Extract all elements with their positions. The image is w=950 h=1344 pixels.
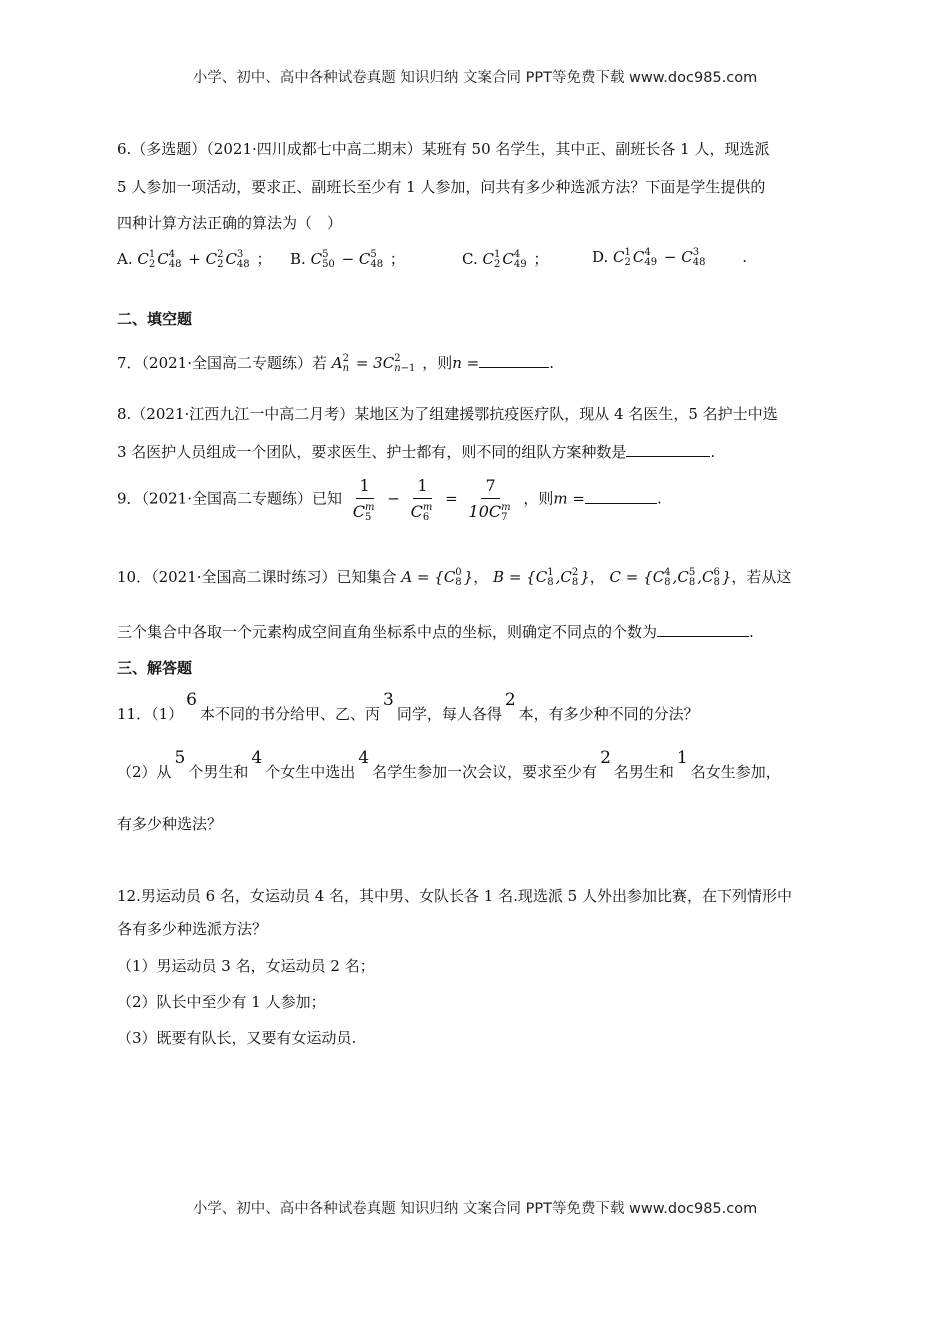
answer-blank-q8[interactable] bbox=[626, 442, 710, 457]
formula-option-d: C 1 2 C 4 49 − C 3 48 bbox=[613, 247, 706, 268]
q10-line2: 三个集合中各取一个元素构成空间直角坐标系中点的坐标，则确定不同点的个数为 . bbox=[117, 623, 754, 641]
fraction-1-over-c6m: 1 C m 6 bbox=[410, 476, 433, 523]
q7-line: 7．（2021·全国高二专题练）若 A 2 n = 3C 2 n−1 ，则n = . bbox=[117, 353, 555, 374]
q11-part1: 11．（1）6本不同的书分给甲、乙、丙3同学，每人各得2本，有多少种不同的分法？ bbox=[117, 690, 699, 723]
q11-part2: （2）从5个男生和4个女生中选出4名学生参加一次会议，要求至少有2名男生和1名女生参加， bbox=[117, 748, 781, 781]
q6-option-c: C. C 1 2 C 4 49 ； bbox=[462, 249, 549, 270]
q6-option-a: A. C 1 2 C 4 48 + C 2 2 C 3 48 ； bbox=[117, 249, 272, 270]
formula-option-b: C 5 50 − C 5 48 bbox=[310, 249, 384, 270]
q12-sub2: （2）队长中至少有 1 人参加； bbox=[117, 993, 326, 1011]
section-answer-title: 三、解答题 bbox=[117, 659, 193, 677]
page-header: 小学、初中、高中各种试卷真题 知识归纳 文案合同 PPT等免费下载 www.doc985.com bbox=[192, 70, 758, 86]
formula-set-a: A = {C 0 8 } bbox=[401, 567, 474, 588]
answer-blank-q10[interactable] bbox=[657, 622, 749, 637]
page-footer: 小学、初中、高中各种试卷真题 知识归纳 文案合同 PPT等免费下载 www.doc985.com bbox=[192, 1201, 758, 1217]
fraction-7-over-10c7m: 7 10C m 7 bbox=[468, 476, 511, 523]
formula-set-b: B = {C 1 8 ,C 2 8 } bbox=[493, 567, 590, 588]
formula-option-c: C 1 2 C 4 49 bbox=[482, 249, 527, 270]
q12-line1: 12.男运动员 6 名，女运动员 4 名，其中男、女队长各 1 名.现选派 5 人外出参加比赛，在下列情形中 bbox=[117, 887, 792, 905]
q9-line: 9．（2021·全国高二专题练）已知 1 C m 5 − 1 C m 6 = 7 10C m 7 ，则m = . bbox=[117, 476, 662, 523]
answer-blank-q7[interactable] bbox=[479, 353, 549, 368]
q8-line1: 8.（2021·江西九江一中高二月考）某地区为了组建援鄂抗疫医疗队，现从 4 名医生，5 名护士中选 bbox=[117, 405, 778, 423]
q10-line1: 10．（2021·全国高二课时练习）已知集合 A = {C 0 8 }， B = {C 1 8 ,C 2 8 }， C = {C 4 8 ,C 5 8 ,C 6 8 }，若从这 bbox=[117, 567, 792, 588]
formula-q7: A 2 n = 3C 2 n−1 bbox=[331, 353, 416, 374]
section-fill-in-title: 二、填空题 bbox=[117, 310, 193, 328]
q11-part2-line2: 有多少种选法？ bbox=[117, 815, 223, 833]
formula-option-a: C 1 2 C 4 48 + C 2 2 C 3 48 bbox=[137, 249, 250, 270]
q12-sub3: （3）既要有队长，又要有女运动员. bbox=[117, 1029, 357, 1047]
fraction-1-over-c5m: 1 C m 5 bbox=[352, 476, 375, 523]
q12-line2: 各有多少种选派方法？ bbox=[117, 920, 268, 938]
q6-line2: 5 人参加一项活动，要求正、副班长至少有 1 人参加，问共有多少种选派方法？下面是学生提供的 bbox=[117, 178, 766, 196]
formula-q9-m: m bbox=[553, 489, 568, 508]
q6-option-b: B. C 5 50 − C 5 48 ； bbox=[290, 249, 405, 270]
q6-option-d: D. C 1 2 C 4 49 − C 3 48 . bbox=[592, 247, 748, 268]
answer-blank-q9[interactable] bbox=[585, 489, 657, 504]
q8-line2: 3 名医护人员组成一个团队，要求医生、护士都有，则不同的组队方案种数是 . bbox=[117, 443, 716, 461]
q6-line3: 四种计算方法正确的算法为（ ） bbox=[117, 214, 343, 232]
q12-sub1: （1）男运动员 3 名，女运动员 2 名； bbox=[117, 957, 375, 975]
q6-line1: 6.（多选题）（2021·四川成都七中高二期末）某班有 50 名学生，其中正、副班长各 1 人，现选派 bbox=[117, 140, 770, 158]
formula-set-c: C = {C 4 8 ,C 5 8 ,C 6 8 } bbox=[609, 567, 732, 588]
formula-q7-n: n bbox=[452, 354, 462, 372]
